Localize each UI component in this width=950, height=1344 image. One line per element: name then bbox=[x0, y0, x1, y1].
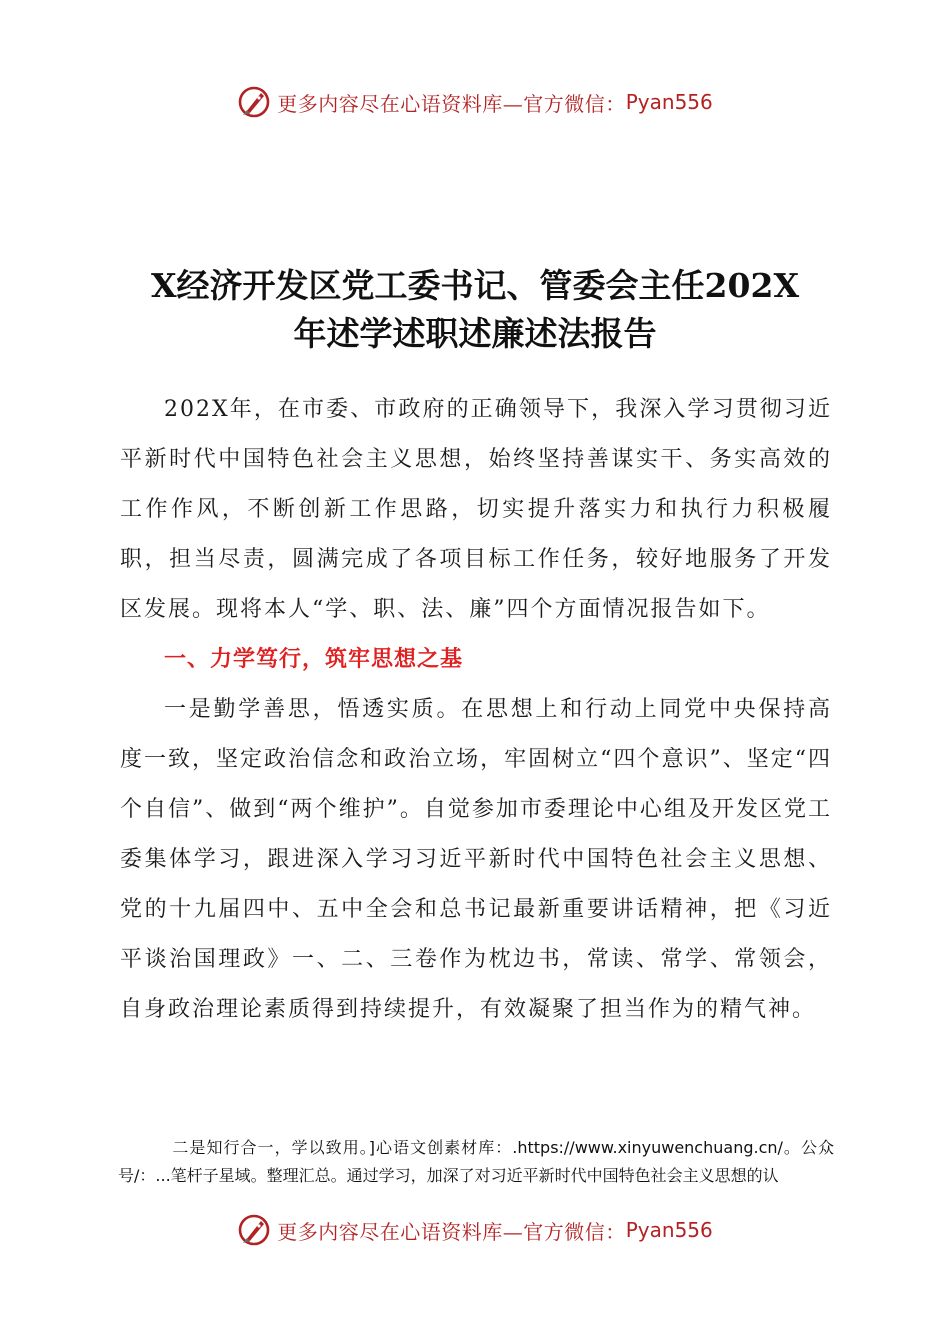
title-line-1: X经济开发区党工委书记、管委会主任202X bbox=[150, 266, 800, 305]
section-1-heading: 一、力学笃行，筑牢思想之基 bbox=[164, 647, 464, 672]
header-watermark-banner bbox=[0, 82, 950, 122]
intro-paragraph: 202X年，在市委、市政府的正确领导下，我深入学习贯彻习近平新时代中国特色社会主义思想，始终坚持善谋实干、务实高效的工作作风，不断创新工作思路，切实提升落实力和执行力积极履职，担当尽责，圆满完成了各项目标工作任务，较好地服务了开发区发展。现将本人“学、职、法、廉”四个方面情况报告如下。 bbox=[120, 397, 832, 622]
footer-watermark-banner bbox=[0, 1210, 950, 1250]
header-banner-text: 更多内容尽在心语资料库—官方微信： bbox=[277, 91, 626, 116]
footer-banner-text: 更多内容尽在心语资料库—官方微信： bbox=[277, 1219, 626, 1244]
document-body bbox=[120, 385, 832, 1035]
header-banner-wechat-id: Pyan556 bbox=[625, 90, 713, 114]
section-1-paragraph-2: 二是知行合一，学以致用。]心语文创素材库：.https://www.xinyuwenchuang.cn/。公众号/：...笔杆子星域。整理汇总。通过学习，加深了对习近平新时代中国特色社会主义思想的认 bbox=[118, 1138, 834, 1185]
document-title bbox=[100, 262, 850, 358]
footer-banner-wechat-id: Pyan556 bbox=[625, 1218, 713, 1242]
pen-logo-icon bbox=[237, 85, 271, 119]
section-1-paragraph-1: 一是勤学善思，悟透实质。在思想上和行动上同党中央保持高度一致，坚定政治信念和政治立场，牢固树立“四个意识”、坚定“四个自信”、做到“两个维护”。自觉参加市委理论中心组及开发区党工委集体学习，跟进深入学习习近平新时代中国特色社会主义思想、党的十九届四中、五中全会和总书记最新重要讲话精神，把《习近平谈治国理政》一、二、三卷作为枕边书，常读、常学、常领会，自身政治理论素质得到持续提升，有效凝聚了担当作为的精气神。 bbox=[120, 697, 832, 1022]
pen-logo-icon bbox=[237, 1213, 271, 1247]
title-line-2: 年述学述职述廉述法报告 bbox=[293, 314, 657, 353]
